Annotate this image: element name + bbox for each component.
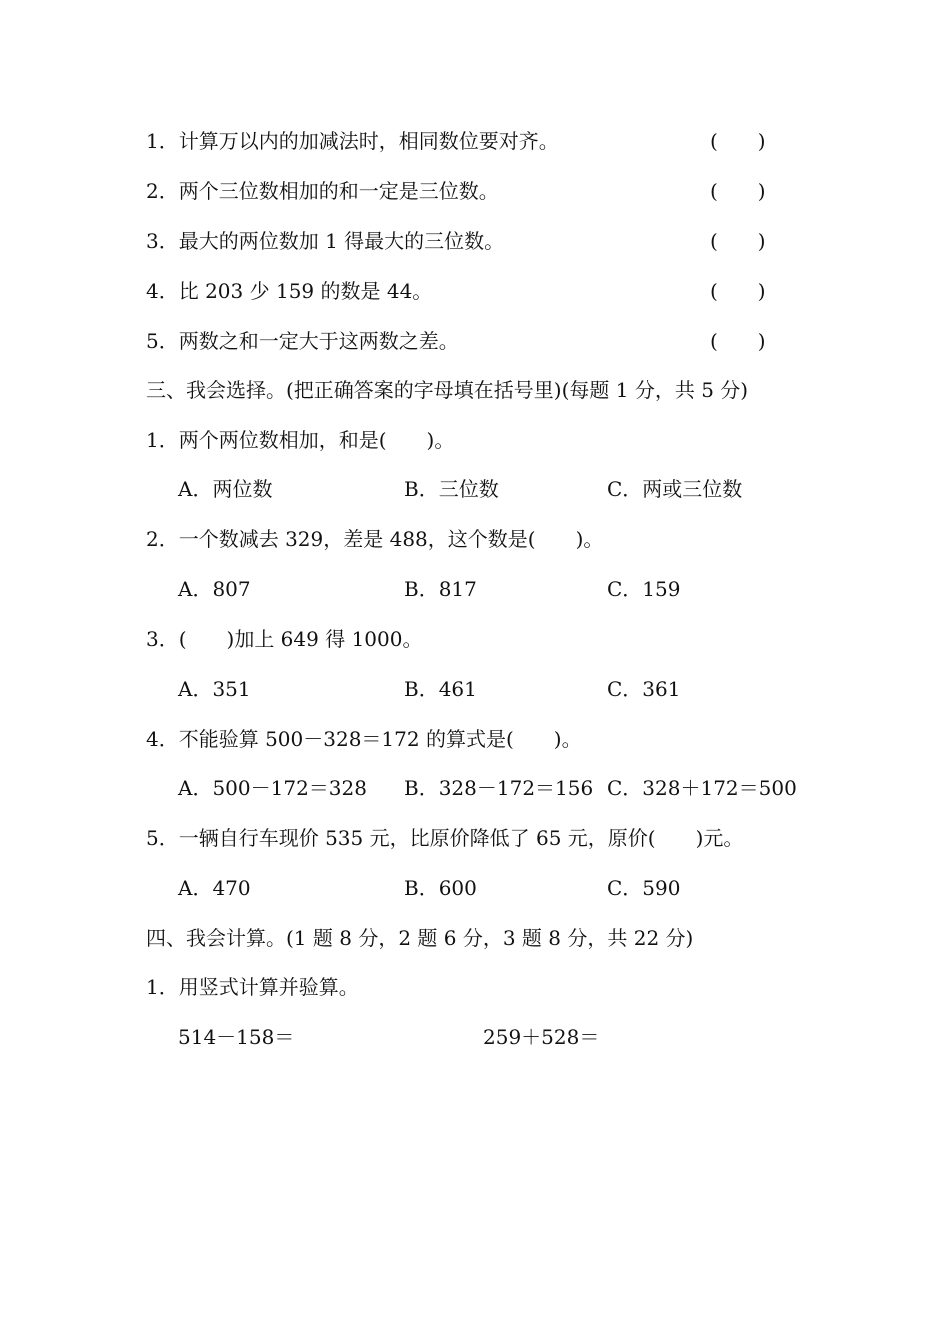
choice-option-3c: C．361 (607, 677, 681, 701)
choice-options-2 (178, 576, 818, 602)
judge-answer-paren-3: ( ) (710, 229, 766, 253)
judge-answer-paren-4: ( ) (710, 279, 766, 303)
choice-option-4c: C．328＋172＝500 (607, 776, 797, 800)
choice-option-1b: B．三位数 (404, 477, 499, 501)
judge-answer-paren-5: ( ) (710, 329, 766, 353)
judge-item-3: 3．最大的两位数加 1 得最大的三位数。 (146, 229, 505, 253)
judge-item-1: 1．计算万以内的加减法时，相同数位要对齐。 (146, 129, 559, 153)
judge-answer-paren-2: ( ) (710, 179, 766, 203)
calc-expression-2: 259＋528＝ (483, 1025, 600, 1049)
choice-option-5b: B．600 (404, 876, 477, 900)
calc-expression-1: 514－158＝ (178, 1025, 295, 1049)
choice-option-5a: A．470 (178, 876, 251, 900)
choice-option-4b: B．328－172＝156 (404, 776, 594, 800)
choice-question-5: 5．一辆自行车现价 535 元，比原价降低了 65 元，原价( )元。 (146, 826, 744, 850)
calc-section-heading: 四、我会计算。(1 题 8 分，2 题 6 分，3 题 8 分，共 22 分) (146, 926, 694, 950)
choice-options-5 (178, 875, 818, 901)
judge-answer-paren-1: ( ) (710, 129, 766, 153)
choice-option-2b: B．817 (404, 577, 477, 601)
judge-item-4: 4．比 203 少 159 的数是 44。 (146, 279, 433, 303)
choice-options-3 (178, 676, 818, 702)
choice-option-5c: C．590 (607, 876, 681, 900)
choice-option-2a: A．807 (178, 577, 251, 601)
choice-option-4a: A．500－172＝328 (178, 776, 367, 800)
choice-option-2c: C．159 (607, 577, 681, 601)
choice-option-3b: B．461 (404, 677, 477, 701)
judge-item-5: 5．两数之和一定大于这两数之差。 (146, 329, 459, 353)
choice-question-3: 3．( )加上 649 得 1000。 (146, 627, 423, 651)
choice-option-3a: A．351 (178, 677, 251, 701)
calc-question-1: 1．用竖式计算并验算。 (146, 975, 359, 999)
choice-question-1: 1．两个两位数相加，和是( )。 (146, 428, 455, 452)
choice-section-heading: 三、我会选择。(把正确答案的字母填在括号里)(每题 1 分，共 5 分) (146, 378, 749, 402)
choice-question-2: 2．一个数减去 329，差是 488，这个数是( )。 (146, 527, 604, 551)
choice-question-4: 4．不能验算 500－328＝172 的算式是( )。 (146, 727, 582, 751)
choice-option-1a: A．两位数 (178, 477, 273, 501)
choice-options-4 (178, 775, 818, 801)
judge-item-2: 2．两个三位数相加的和一定是三位数。 (146, 179, 499, 203)
choice-option-1c: C．两或三位数 (607, 477, 743, 501)
choice-options-1 (178, 476, 818, 502)
